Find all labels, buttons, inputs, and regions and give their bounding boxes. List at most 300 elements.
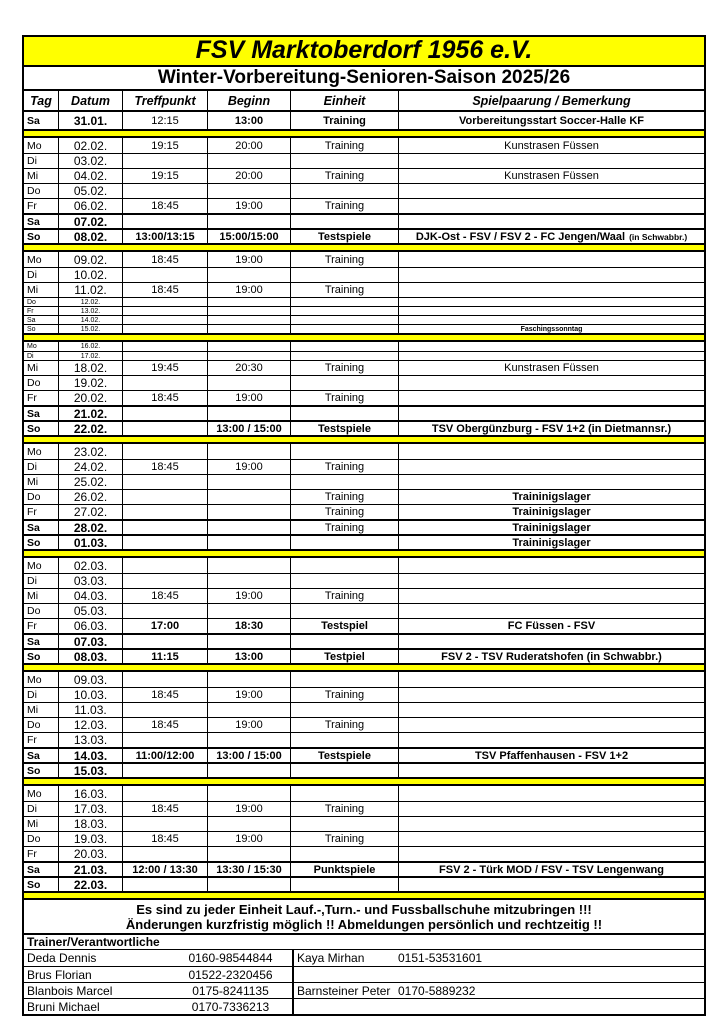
cell-treffpunkt bbox=[123, 574, 208, 588]
cell-datum: 13.02. bbox=[59, 307, 123, 315]
cell-bemerkung bbox=[399, 604, 704, 618]
trainer-name: Brus Florian bbox=[27, 967, 92, 982]
cell-beginn bbox=[208, 154, 291, 168]
cell-datum: 10.02. bbox=[59, 268, 123, 282]
trainer-phone: 0160-98544844 bbox=[188, 951, 273, 965]
cell-beginn bbox=[208, 574, 291, 588]
cell-einheit: Testspiele bbox=[291, 749, 399, 762]
cell-beginn bbox=[208, 184, 291, 198]
cell-datum: 12.03. bbox=[59, 718, 123, 732]
cell-treffpunkt bbox=[123, 316, 208, 324]
cell-beginn: 19:00 bbox=[208, 688, 291, 702]
cell-bemerkung bbox=[399, 802, 704, 816]
cell-datum: 23.02. bbox=[59, 444, 123, 459]
cell-datum: 02.03. bbox=[59, 558, 123, 573]
cell-einheit bbox=[291, 154, 399, 168]
column-header-treffpunkt: Treffpunkt bbox=[123, 91, 208, 110]
cell-datum: 19.03. bbox=[59, 832, 123, 846]
cell-tag: Do bbox=[24, 832, 59, 846]
cell-beginn bbox=[208, 376, 291, 390]
cell-bemerkung bbox=[399, 817, 704, 831]
cell-treffpunkt bbox=[123, 298, 208, 306]
schedule-row bbox=[24, 351, 704, 360]
cell-treffpunkt bbox=[123, 672, 208, 687]
cell-treffpunkt bbox=[123, 215, 208, 228]
cell-treffpunkt bbox=[123, 878, 208, 891]
schedule-row bbox=[24, 360, 704, 375]
cell-tag: Do bbox=[24, 184, 59, 198]
cell-treffpunkt bbox=[123, 847, 208, 861]
cell-tag: Mo bbox=[24, 786, 59, 801]
schedule-row bbox=[24, 801, 704, 816]
schedule-row bbox=[24, 324, 704, 333]
cell-beginn bbox=[208, 444, 291, 459]
cell-datum: 12.02. bbox=[59, 298, 123, 306]
cell-treffpunkt: 18:45 bbox=[123, 589, 208, 603]
cell-bemerkung bbox=[399, 215, 704, 228]
cell-einheit bbox=[291, 558, 399, 573]
trainer-phone: 0170-5889232 bbox=[398, 983, 476, 998]
cell-beginn bbox=[208, 672, 291, 687]
schedule-row bbox=[24, 375, 704, 390]
schedule-row bbox=[24, 702, 704, 717]
trainer-phone: 0170-7336213 bbox=[191, 999, 270, 1014]
trainer-name bbox=[292, 967, 394, 982]
cell-bemerkung bbox=[399, 252, 704, 267]
cell-datum: 05.02. bbox=[59, 184, 123, 198]
cell-einheit bbox=[291, 352, 399, 360]
cell-beginn: 20:00 bbox=[208, 169, 291, 183]
cell-einheit bbox=[291, 878, 399, 891]
cell-treffpunkt: 11:00/12:00 bbox=[123, 749, 208, 762]
trainer-name: Blanbois Marcel bbox=[27, 983, 113, 998]
cell-bemerkung bbox=[399, 444, 704, 459]
schedule-row bbox=[24, 687, 704, 702]
cell-tag: Sa bbox=[24, 316, 59, 324]
cell-beginn bbox=[208, 268, 291, 282]
cell-tag: So bbox=[24, 325, 59, 333]
cell-einheit bbox=[291, 703, 399, 717]
cell-tag: Mi bbox=[24, 361, 59, 375]
cell-datum: 17.02. bbox=[59, 352, 123, 360]
cell-bemerkung bbox=[399, 298, 704, 306]
schedule-row bbox=[24, 315, 704, 324]
cell-treffpunkt bbox=[123, 325, 208, 333]
schedule-row bbox=[24, 213, 704, 228]
cell-treffpunkt: 12:00 / 13:30 bbox=[123, 863, 208, 876]
trainer-name: Bruni Michael bbox=[27, 999, 100, 1014]
cell-beginn bbox=[208, 764, 291, 777]
cell-tag: Mi bbox=[24, 283, 59, 297]
schedule-row bbox=[24, 717, 704, 732]
cell-datum: 02.02. bbox=[59, 138, 123, 153]
cell-datum: 20.02. bbox=[59, 391, 123, 405]
schedule-row bbox=[24, 153, 704, 168]
schedule-row bbox=[24, 198, 704, 213]
cell-einheit bbox=[291, 184, 399, 198]
column-header-row bbox=[24, 91, 704, 112]
cell-einheit bbox=[291, 635, 399, 648]
trainer-row bbox=[24, 998, 704, 1014]
schedule-row bbox=[24, 489, 704, 504]
cell-einheit bbox=[291, 268, 399, 282]
cell-beginn bbox=[208, 703, 291, 717]
schedule-row bbox=[24, 588, 704, 603]
cell-tag: Mi bbox=[24, 589, 59, 603]
cell-bemerkung bbox=[399, 342, 704, 351]
column-header-spielpaarung: Spielpaarung / Bemerkung bbox=[472, 93, 631, 108]
trainer-phone bbox=[394, 999, 704, 1014]
cell-beginn: 18:30 bbox=[208, 619, 291, 633]
cell-treffpunkt bbox=[123, 604, 208, 618]
cell-einheit bbox=[291, 376, 399, 390]
cell-tag: Mo bbox=[24, 558, 59, 573]
schedule-row bbox=[24, 282, 704, 297]
cell-einheit: Training bbox=[291, 718, 399, 732]
cell-bemerkung bbox=[399, 307, 704, 315]
cell-einheit: Training bbox=[291, 252, 399, 267]
cell-treffpunkt bbox=[123, 558, 208, 573]
schedule-row bbox=[24, 306, 704, 315]
schedule-body bbox=[24, 112, 704, 900]
cell-treffpunkt bbox=[123, 635, 208, 648]
cell-datum: 18.02. bbox=[59, 361, 123, 375]
cell-bemerkung: TSV Pfaffenhausen - FSV 1+2 bbox=[474, 749, 629, 762]
cell-bemerkung bbox=[399, 154, 704, 168]
cell-tag: Mo bbox=[24, 342, 59, 351]
cell-datum: 20.03. bbox=[59, 847, 123, 861]
cell-tag: Di bbox=[24, 460, 59, 474]
cell-beginn bbox=[208, 407, 291, 420]
cell-datum: 01.03. bbox=[59, 536, 123, 549]
cell-einheit: Training bbox=[291, 138, 399, 153]
week-separator bbox=[24, 549, 704, 558]
cell-bemerkung bbox=[399, 268, 704, 282]
cell-beginn bbox=[208, 733, 291, 747]
cell-bemerkung: Vorbereitungsstart Soccer-Halle KF bbox=[458, 114, 644, 127]
cell-bemerkung bbox=[399, 199, 704, 213]
cell-tag: Fr bbox=[24, 307, 59, 315]
cell-datum: 11.02. bbox=[59, 283, 123, 297]
club-title: FSV Marktoberdorf 1956 e.V. bbox=[24, 37, 704, 67]
week-separator bbox=[24, 663, 704, 672]
cell-datum: 07.02. bbox=[59, 215, 123, 228]
cell-einheit bbox=[291, 444, 399, 459]
schedule-row bbox=[24, 573, 704, 588]
cell-bemerkung bbox=[399, 718, 704, 732]
schedule-row bbox=[24, 618, 704, 633]
schedule-row bbox=[24, 633, 704, 648]
cell-treffpunkt bbox=[123, 444, 208, 459]
cell-treffpunkt: 18:45 bbox=[123, 199, 208, 213]
cell-treffpunkt: 18:45 bbox=[123, 252, 208, 267]
cell-beginn: 13:00 bbox=[208, 112, 291, 129]
cell-beginn bbox=[208, 316, 291, 324]
cell-beginn: 19:00 bbox=[208, 718, 291, 732]
cell-beginn bbox=[208, 342, 291, 351]
cell-tag: Sa bbox=[24, 407, 59, 420]
cell-tag: Di bbox=[24, 268, 59, 282]
cell-einheit: Training bbox=[291, 521, 399, 534]
schedule-row bbox=[24, 816, 704, 831]
cell-bemerkung bbox=[399, 391, 704, 405]
cell-bemerkung bbox=[399, 733, 704, 747]
schedule-row bbox=[24, 504, 704, 519]
cell-datum: 18.03. bbox=[59, 817, 123, 831]
cell-treffpunkt bbox=[123, 184, 208, 198]
cell-einheit: Training bbox=[291, 283, 399, 297]
cell-beginn: 19:00 bbox=[208, 283, 291, 297]
trainer-name: Barnsteiner Peter bbox=[292, 983, 394, 998]
week-separator bbox=[24, 333, 704, 342]
cell-beginn bbox=[208, 521, 291, 534]
cell-einheit: Training bbox=[291, 169, 399, 183]
cell-tag: Sa bbox=[24, 215, 59, 228]
cell-tag: Mo bbox=[24, 138, 59, 153]
schedule-row bbox=[24, 228, 704, 243]
cell-treffpunkt bbox=[123, 376, 208, 390]
cell-beginn bbox=[208, 490, 291, 504]
cell-beginn bbox=[208, 215, 291, 228]
cell-tag: Fr bbox=[24, 199, 59, 213]
cell-datum: 25.02. bbox=[59, 475, 123, 489]
cell-treffpunkt: 19:15 bbox=[123, 138, 208, 153]
cell-tag: Sa bbox=[24, 749, 59, 762]
cell-datum: 15.03. bbox=[59, 764, 123, 777]
cell-bemerkung bbox=[399, 635, 704, 648]
season-subtitle: Winter-Vorbereitung-Senioren-Saison 2025/26 bbox=[24, 67, 704, 91]
cell-treffpunkt: 18:45 bbox=[123, 688, 208, 702]
trainer-contacts bbox=[24, 950, 704, 1014]
cell-datum: 27.02. bbox=[59, 505, 123, 519]
schedule-row bbox=[24, 405, 704, 420]
cell-bemerkung: FSV 2 - TSV Ruderatshofen (in Schwabbr.) bbox=[441, 650, 662, 663]
cell-datum: 08.03. bbox=[59, 650, 123, 663]
cell-treffpunkt bbox=[123, 154, 208, 168]
cell-datum: 26.02. bbox=[59, 490, 123, 504]
cell-bemerkung: Kunstrasen Füssen bbox=[504, 170, 599, 182]
schedule-row bbox=[24, 846, 704, 861]
cell-datum: 22.02. bbox=[59, 422, 123, 435]
cell-treffpunkt: 18:45 bbox=[123, 718, 208, 732]
schedule-row bbox=[24, 474, 704, 489]
cell-einheit bbox=[291, 536, 399, 549]
cell-tag: Mi bbox=[24, 475, 59, 489]
cell-einheit bbox=[291, 342, 399, 351]
cell-bemerkung bbox=[399, 407, 704, 420]
schedule-row bbox=[24, 342, 704, 351]
cell-datum: 09.03. bbox=[59, 672, 123, 687]
cell-tag: Do bbox=[24, 298, 59, 306]
cell-datum: 17.03. bbox=[59, 802, 123, 816]
cell-einheit bbox=[291, 325, 399, 333]
cell-einheit bbox=[291, 786, 399, 801]
schedule-row bbox=[24, 138, 704, 153]
column-header-tag: Tag bbox=[24, 91, 59, 110]
cell-beginn bbox=[208, 635, 291, 648]
cell-treffpunkt bbox=[123, 521, 208, 534]
trainer-row bbox=[24, 982, 704, 998]
cell-tag: Fr bbox=[24, 619, 59, 633]
cell-datum: 11.03. bbox=[59, 703, 123, 717]
trainer-row bbox=[24, 950, 704, 966]
cell-bemerkung bbox=[399, 672, 704, 687]
schedule-row bbox=[24, 420, 704, 435]
cell-beginn bbox=[208, 786, 291, 801]
cell-treffpunkt: 18:45 bbox=[123, 391, 208, 405]
cell-einheit bbox=[291, 215, 399, 228]
cell-tag: So bbox=[24, 230, 59, 243]
cell-einheit: Training bbox=[291, 688, 399, 702]
cell-bemerkung bbox=[399, 589, 704, 603]
schedule-row bbox=[24, 183, 704, 198]
cell-bemerkung bbox=[399, 688, 704, 702]
week-separator bbox=[24, 777, 704, 786]
cell-treffpunkt bbox=[123, 786, 208, 801]
cell-beginn: 15:00/15:00 bbox=[208, 230, 291, 243]
cell-bemerkung bbox=[399, 832, 704, 846]
cell-tag: Mo bbox=[24, 444, 59, 459]
schedule-sheet bbox=[22, 35, 706, 1016]
cell-tag: So bbox=[24, 422, 59, 435]
cell-treffpunkt: 18:45 bbox=[123, 283, 208, 297]
cell-beginn bbox=[208, 878, 291, 891]
cell-beginn: 13:00 / 15:00 bbox=[208, 422, 291, 435]
cell-einheit bbox=[291, 604, 399, 618]
schedule-row bbox=[24, 603, 704, 618]
week-separator bbox=[24, 243, 704, 252]
cell-tag: Di bbox=[24, 574, 59, 588]
cell-treffpunkt bbox=[123, 536, 208, 549]
cell-bemerkung bbox=[399, 352, 704, 360]
week-separator bbox=[24, 129, 704, 138]
cell-bemerkung bbox=[399, 878, 704, 891]
cell-beginn: 13:30 / 15:30 bbox=[208, 863, 291, 876]
schedule-row bbox=[24, 762, 704, 777]
cell-treffpunkt: 18:45 bbox=[123, 832, 208, 846]
cell-datum: 06.02. bbox=[59, 199, 123, 213]
cell-bemerkung bbox=[399, 184, 704, 198]
cell-bemerkung bbox=[399, 376, 704, 390]
cell-datum: 16.02. bbox=[59, 342, 123, 351]
cell-tag: Fr bbox=[24, 391, 59, 405]
schedule-row bbox=[24, 519, 704, 534]
cell-einheit: Training bbox=[291, 199, 399, 213]
cell-datum: 22.03. bbox=[59, 878, 123, 891]
schedule-row bbox=[24, 672, 704, 687]
cell-beginn: 19:00 bbox=[208, 391, 291, 405]
cell-tag: So bbox=[24, 650, 59, 663]
cell-tag: Do bbox=[24, 376, 59, 390]
trainer-header: Trainer/Verantwortliche bbox=[24, 935, 704, 950]
notice-box bbox=[24, 900, 704, 935]
cell-bemerkung bbox=[399, 764, 704, 777]
cell-beginn bbox=[208, 298, 291, 306]
cell-bemerkung: Traininigslager bbox=[512, 536, 591, 549]
cell-einheit bbox=[291, 316, 399, 324]
cell-treffpunkt bbox=[123, 505, 208, 519]
cell-tag: Fr bbox=[24, 847, 59, 861]
cell-datum: 31.01. bbox=[59, 112, 123, 129]
cell-datum: 04.03. bbox=[59, 589, 123, 603]
cell-tag: Di bbox=[24, 154, 59, 168]
cell-bemerkung bbox=[399, 703, 704, 717]
cell-beginn bbox=[208, 604, 291, 618]
cell-datum: 07.03. bbox=[59, 635, 123, 648]
cell-bemerkung: Kunstrasen Füssen bbox=[504, 362, 599, 374]
cell-beginn bbox=[208, 558, 291, 573]
cell-beginn: 19:00 bbox=[208, 802, 291, 816]
cell-treffpunkt bbox=[123, 268, 208, 282]
cell-tag: Mi bbox=[24, 703, 59, 717]
cell-einheit: Punktspiele bbox=[291, 863, 399, 876]
cell-einheit: Training bbox=[291, 391, 399, 405]
cell-datum: 15.02. bbox=[59, 325, 123, 333]
cell-einheit bbox=[291, 672, 399, 687]
schedule-row bbox=[24, 459, 704, 474]
cell-datum: 21.03. bbox=[59, 863, 123, 876]
cell-bemerkung bbox=[399, 475, 704, 489]
cell-tag: So bbox=[24, 764, 59, 777]
cell-bemerkung: FC Füssen - FSV bbox=[507, 620, 596, 632]
cell-bemerkung bbox=[399, 786, 704, 801]
cell-einheit bbox=[291, 574, 399, 588]
cell-bemerkung bbox=[399, 283, 704, 297]
cell-treffpunkt bbox=[123, 307, 208, 315]
schedule-row bbox=[24, 390, 704, 405]
notice-line-2: Änderungen kurzfristig möglich !! Abmeldungen persönlich und rechtzeitig !! bbox=[125, 917, 603, 932]
week-separator bbox=[24, 435, 704, 444]
column-header-datum: Datum bbox=[59, 91, 123, 110]
cell-beginn bbox=[208, 536, 291, 549]
cell-einheit bbox=[291, 407, 399, 420]
cell-bemerkung bbox=[399, 316, 704, 324]
cell-einheit: Training bbox=[291, 505, 399, 519]
cell-beginn: 20:00 bbox=[208, 138, 291, 153]
cell-treffpunkt bbox=[123, 352, 208, 360]
column-header-beginn: Beginn bbox=[208, 91, 291, 110]
cell-einheit: Training bbox=[291, 112, 399, 129]
cell-beginn: 19:00 bbox=[208, 460, 291, 474]
cell-bemerkung: FSV 2 - Türk MOD / FSV - TSV Lengenwang bbox=[439, 863, 664, 876]
cell-tag: Mi bbox=[24, 169, 59, 183]
cell-einheit: Training bbox=[291, 490, 399, 504]
trainer-phone: 0175-8241135 bbox=[192, 983, 269, 998]
cell-tag: Di bbox=[24, 802, 59, 816]
cell-bemerkung bbox=[399, 558, 704, 573]
cell-tag: Do bbox=[24, 718, 59, 732]
cell-einheit: Training bbox=[291, 361, 399, 375]
cell-datum: 03.02. bbox=[59, 154, 123, 168]
cell-bemerkung: Kunstrasen Füssen bbox=[504, 139, 599, 152]
cell-treffpunkt bbox=[123, 733, 208, 747]
cell-tag: Do bbox=[24, 604, 59, 618]
schedule-row bbox=[24, 558, 704, 573]
cell-datum: 24.02. bbox=[59, 460, 123, 474]
schedule-row bbox=[24, 786, 704, 801]
cell-einheit bbox=[291, 298, 399, 306]
cell-datum: 09.02. bbox=[59, 252, 123, 267]
cell-tag: Sa bbox=[24, 112, 59, 129]
cell-datum: 14.02. bbox=[59, 316, 123, 324]
schedule-row bbox=[24, 444, 704, 459]
cell-tag: So bbox=[24, 536, 59, 549]
cell-datum: 08.02. bbox=[59, 230, 123, 243]
cell-datum: 13.03. bbox=[59, 733, 123, 747]
cell-einheit bbox=[291, 764, 399, 777]
cell-treffpunkt bbox=[123, 422, 208, 435]
week-separator bbox=[24, 891, 704, 900]
